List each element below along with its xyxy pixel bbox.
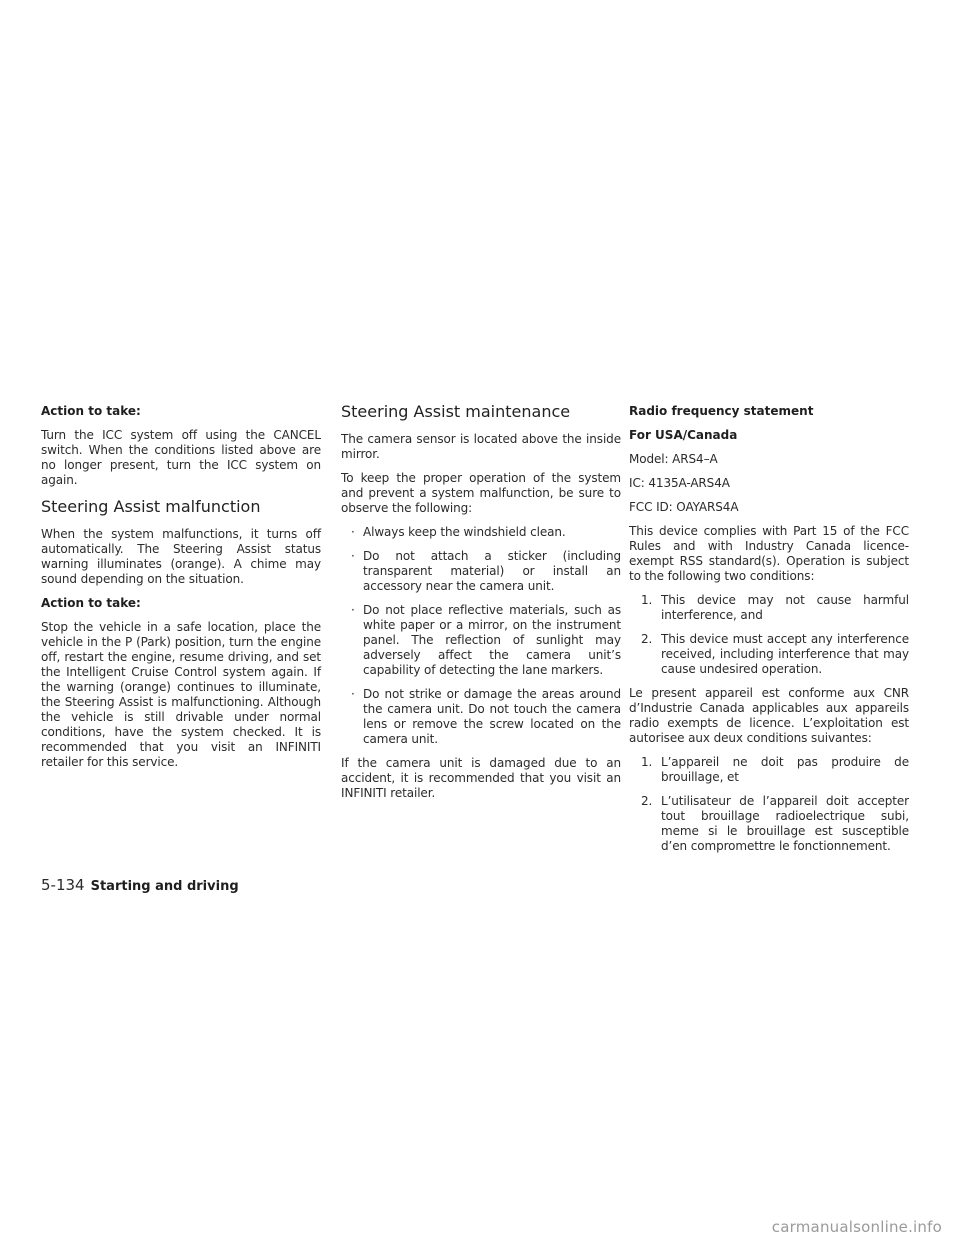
list-item: 1. L’appareil ne doit pas produire de brouillage, et xyxy=(641,755,909,784)
conditions-list xyxy=(629,593,909,677)
page-footer xyxy=(41,876,239,894)
model-text: Model: ARS4–A xyxy=(629,452,718,466)
bullet-icon: · xyxy=(351,549,355,563)
maintenance-intro: The camera sensor is located above the inside mirror. xyxy=(341,432,621,461)
right-column xyxy=(629,404,909,863)
list-item: · Do not strike or damage the areas around the camera unit. Do not touch the camera lens or remove the screw located on the camera unit. xyxy=(351,687,621,746)
maintenance-closing: If the camera unit is damaged due to an accident, it is recommended that you visit an INFINITI retailer. xyxy=(341,756,621,800)
region-heading: For USA/Canada xyxy=(629,428,738,442)
left-column xyxy=(41,404,321,779)
bullet-icon: · xyxy=(351,525,355,539)
list-item: 2. This device must accept any interference received, including interference that may cause undesired operation. xyxy=(641,632,909,676)
rf-heading: Radio frequency statement xyxy=(629,404,814,418)
compliance-text: This device complies with Part 15 of the FCC Rules and with Industry Canada licence-exempt RSS standard(s). Operation is subject to the following two conditions: xyxy=(629,524,909,583)
action-heading: Action to take: xyxy=(41,404,141,418)
action-text-2: Stop the vehicle in a safe location, place the vehicle in the P (Park) position, turn the engine off, restart the engine, resume driving, and set the Intelligent Cruise Control system again. If the warning (orange) continues to illuminate, the Steering Assist is malfunctioning. Although the vehicle is still drivable under normal conditions, have the system checked. It is recommended that you visit an INFINITI retailer for this service. xyxy=(41,620,321,769)
bullet-icon: · xyxy=(351,603,355,617)
maintenance-heading: Steering Assist maintenance xyxy=(341,402,571,421)
maintenance-lead: To keep the proper operation of the system and prevent a system malfunction, be sure to observe the following: xyxy=(341,471,621,515)
section-name: Starting and driving xyxy=(90,879,239,894)
french-conditions-list xyxy=(629,755,909,854)
ic-text: IC: 4135A-ARS4A xyxy=(629,476,730,490)
list-item: 1. This device may not cause harmful interference, and xyxy=(641,593,909,622)
page-number: 5-134 xyxy=(41,876,85,894)
watermark: carmanualsonline.info xyxy=(771,1218,942,1236)
action-heading-2: Action to take: xyxy=(41,596,141,610)
maintenance-list xyxy=(341,525,621,747)
french-intro: Le present appareil est conforme aux CNR d’Industrie Canada applicables aux appareils radio exempts de licence. L’exploitation est autorisee aux deux conditions suivantes: xyxy=(629,686,909,745)
bullet-icon: · xyxy=(351,687,355,701)
action-text: Turn the ICC system off using the CANCEL switch. When the conditions listed above are no longer present, turn the ICC system on again. xyxy=(41,428,321,487)
malfunction-text: When the system malfunctions, it turns off automatically. The Steering Assist status warning illuminates (orange). A chime may sound depending on the situation. xyxy=(41,527,321,586)
list-item: 2. L’utilisateur de l’appareil doit accepter tout brouillage radioelectrique subi, meme si le brouillage est susceptible d’en compromettre le fonctionnement. xyxy=(641,794,909,853)
list-item: · Do not place reflective materials, such as white paper or a mirror, on the instrument panel. The reflection of sunlight may adversely affect the camera unit’s capability of detecting the lane markers. xyxy=(351,603,621,677)
fcc-id-text: FCC ID: OAYARS4A xyxy=(629,500,739,514)
middle-column xyxy=(341,404,621,810)
malfunction-heading: Steering Assist malfunction xyxy=(41,497,261,516)
list-item: · Do not attach a sticker (including transparent material) or install an accessory near the camera unit. xyxy=(351,549,621,593)
list-item: · Always keep the windshield clean. xyxy=(351,525,566,539)
